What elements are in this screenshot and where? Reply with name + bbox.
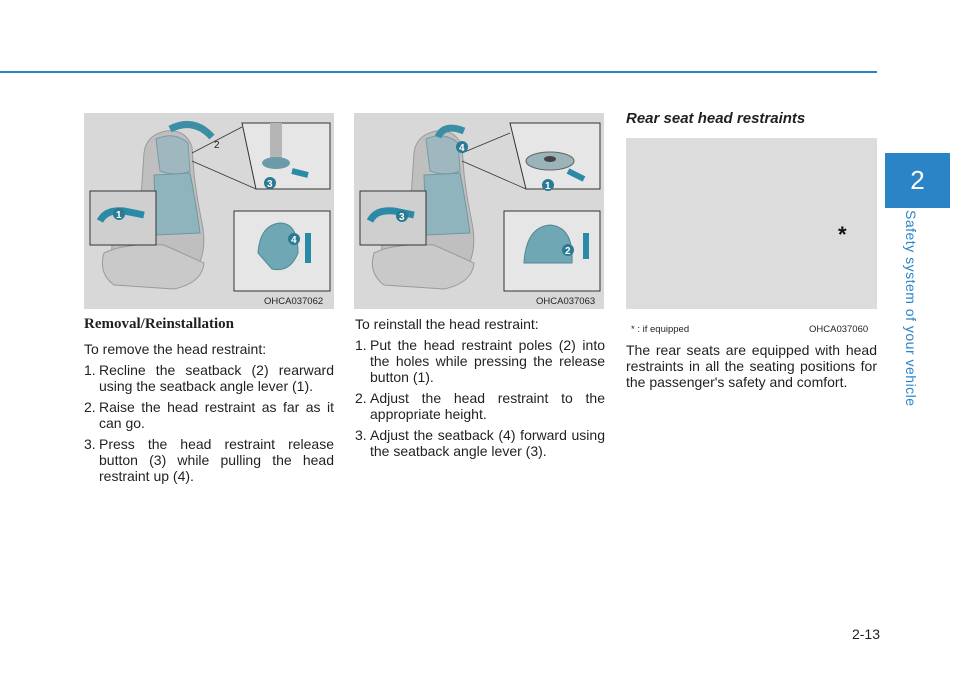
step-text: Press the head restraint release button (3) while pulling the head restraint up (4). [99, 436, 334, 484]
list-item [355, 390, 605, 422]
rear-seat-heading: Rear seat head restraints [626, 110, 806, 127]
chapter-tab [885, 153, 950, 208]
list-item [84, 399, 334, 431]
figure-reinstall-head-restraint [354, 113, 604, 309]
list-item [84, 362, 334, 394]
callout-1: 1 [545, 181, 551, 192]
callout-3: 3 [399, 212, 405, 223]
step-text: Adjust the head restraint to the appropriate height. [370, 390, 605, 422]
header-rule [0, 71, 877, 73]
list-item [84, 436, 334, 484]
step-text: Raise the head restraint as far as it can go. [99, 399, 334, 431]
figure-code-1: OHCA037062 [264, 296, 324, 307]
step-text: Adjust the seatback (4) forward using the seatback angle lever (3). [370, 427, 605, 459]
step-number: 3. [84, 436, 96, 452]
figure-note: * : if equipped [631, 324, 690, 335]
figure-rear-seat-head-restraints [626, 138, 877, 309]
list-item [355, 337, 605, 385]
step-number: 3. [355, 427, 367, 443]
step-number: 1. [355, 337, 367, 353]
reinstall-intro: To reinstall the head restraint: [355, 316, 539, 332]
callout-4: 4 [291, 235, 297, 246]
rear-seat-body: The rear seats are equipped with head restraints in all the seating positions for the passenger's safety and comfort. [626, 342, 877, 390]
removal-heading: Removal/Reinstallation [84, 316, 234, 332]
chapter-title-box [898, 208, 924, 408]
callout-4: 4 [459, 143, 465, 154]
figure-remove-head-restraint [84, 113, 334, 309]
step-text: Recline the seatback (2) rearward using the seatback angle lever (1). [99, 362, 334, 394]
step-text: Put the head restraint poles (2) into the holes while pressing the release button (1). [370, 337, 605, 385]
seat-illustration-1 [84, 113, 334, 309]
removal-steps [84, 362, 334, 484]
list-item [355, 427, 605, 459]
step-number: 2. [84, 399, 96, 415]
step-number: 1. [84, 362, 96, 378]
seat-illustration-2 [354, 113, 604, 309]
callout-3: 3 [267, 179, 273, 190]
chapter-title: Safety system of your vehicle [903, 209, 919, 407]
callout-2: 2 [565, 246, 571, 257]
equipped-mark: * [838, 222, 847, 247]
chapter-number: 2 [910, 165, 925, 195]
step-number: 2. [355, 390, 367, 406]
callout-1: 1 [116, 210, 122, 221]
page-number: 2-13 [851, 626, 880, 642]
removal-intro: To remove the head restraint: [84, 341, 267, 357]
figure-code-2: OHCA037063 [536, 296, 596, 307]
figure-code-3: OHCA037060 [809, 324, 869, 335]
column-reinstall [355, 316, 605, 464]
callout-2: 2 [214, 140, 220, 151]
column-removal [84, 316, 334, 489]
reinstall-steps [355, 337, 605, 459]
